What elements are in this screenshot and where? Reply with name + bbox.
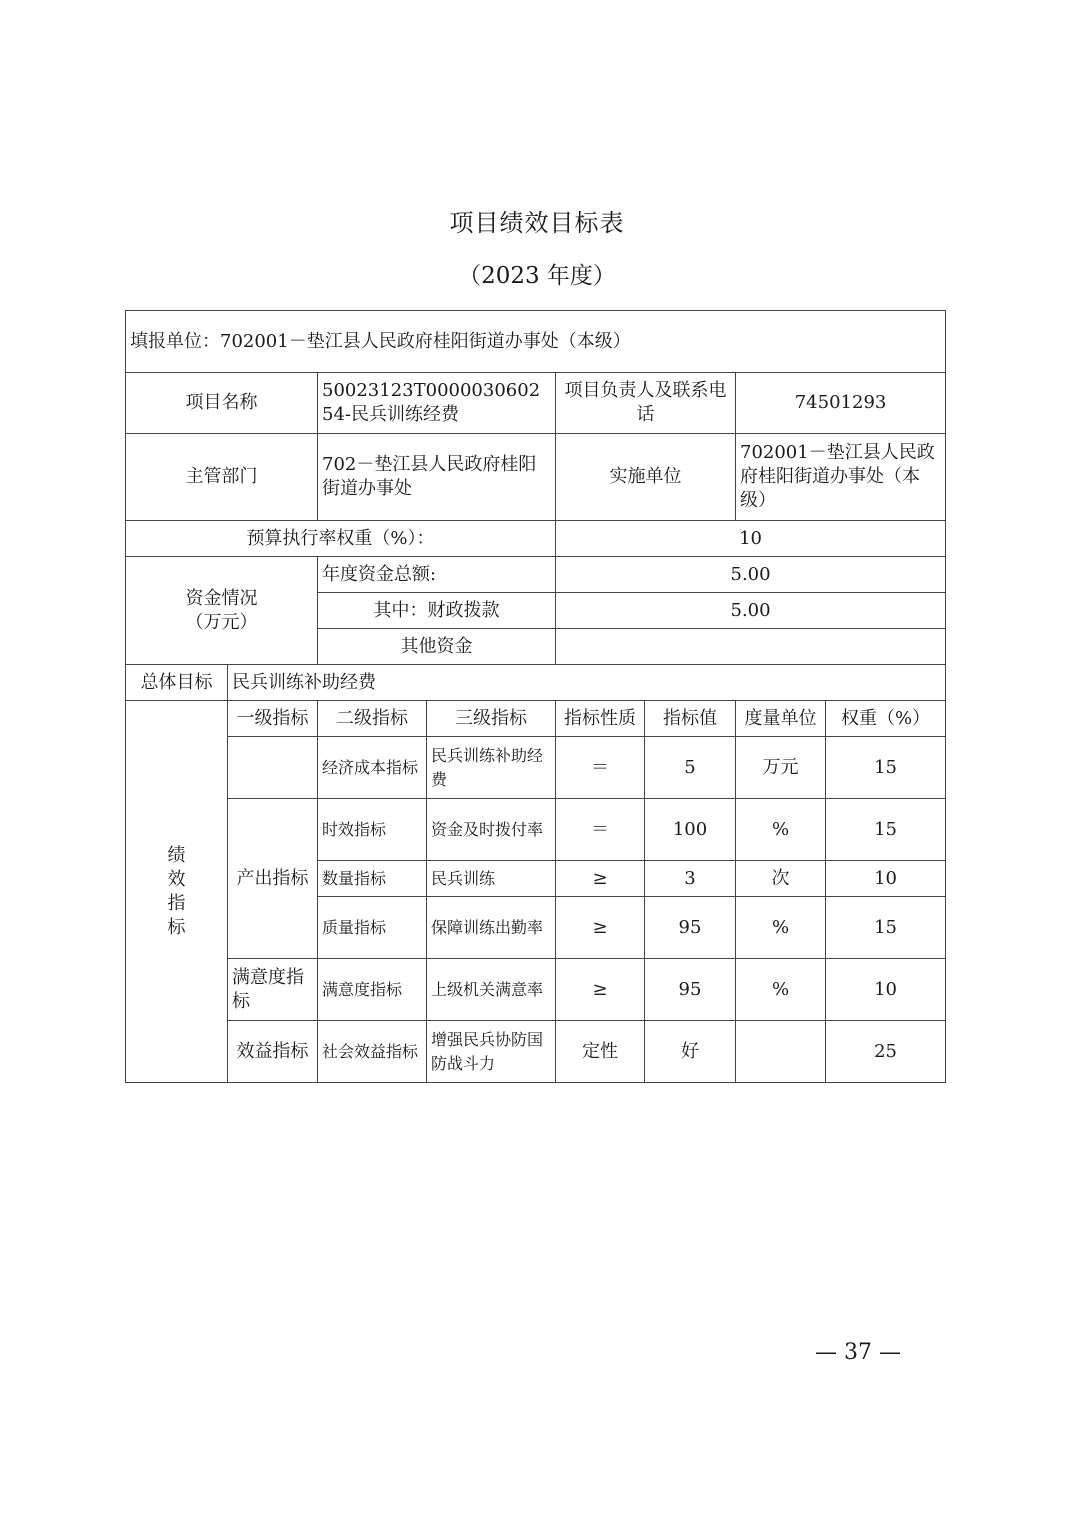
impl-label: 实施单位 [556, 434, 736, 521]
row-value: 95 [645, 959, 736, 1021]
funds-fiscal-label: 其中：财政拨款 [318, 593, 556, 629]
header-unit: 度量单位 [736, 701, 826, 737]
impl-value: 702001－垫江县人民政府桂阳街道办事处（本级） [736, 434, 946, 521]
project-name-value: 50023123T000003060254-民兵训练经费 [318, 373, 556, 434]
header-l3: 三级指标 [427, 701, 556, 737]
row-l3: 民兵训练补助经费 [427, 737, 556, 799]
row-weight: 15 [826, 799, 946, 861]
row-l2: 满意度指标 [318, 959, 427, 1021]
row-l3: 保障训练出勤率 [427, 897, 556, 959]
dept-label: 主管部门 [126, 434, 318, 521]
budget-weight-value: 10 [556, 521, 946, 557]
row-unit: 次 [736, 861, 826, 897]
row-l1: 产出指标 [228, 799, 318, 959]
owner-value: 74501293 [736, 373, 946, 434]
row-unit: % [736, 799, 826, 861]
row-l2: 时效指标 [318, 799, 427, 861]
row-l1: 满意度指标 [228, 959, 318, 1021]
row-value: 好 [645, 1021, 736, 1083]
row-value: 100 [645, 799, 736, 861]
row-weight: 10 [826, 861, 946, 897]
row-weight: 15 [826, 737, 946, 799]
row-l2: 社会效益指标 [318, 1021, 427, 1083]
overall-label: 总体目标 [126, 665, 228, 701]
row-unit: 万元 [736, 737, 826, 799]
row-unit [736, 1021, 826, 1083]
dept-value: 702－垫江县人民政府桂阳 街道办事处 [318, 434, 556, 521]
funds-other-label: 其他资金 [318, 629, 556, 665]
header-nature: 指标性质 [556, 701, 645, 737]
funds-fiscal-value: 5.00 [556, 593, 946, 629]
funds-total-label: 年度资金总额: [318, 557, 556, 593]
header-value: 指标值 [645, 701, 736, 737]
row-weight: 15 [826, 897, 946, 959]
row-l1 [228, 737, 318, 799]
owner-label: 项目负责人及联系电话 [556, 373, 736, 434]
row-unit: % [736, 897, 826, 959]
row-nature: ≥ [556, 861, 645, 897]
header-l2: 二级指标 [318, 701, 427, 737]
table-row [126, 959, 946, 1021]
row-l3: 上级机关满意率 [427, 959, 556, 1021]
row-l2: 数量指标 [318, 861, 427, 897]
table-row [126, 799, 946, 861]
funds-other-value [556, 629, 946, 665]
row-value: 5 [645, 737, 736, 799]
row-nature: ≥ [556, 959, 645, 1021]
funds-total-value: 5.00 [556, 557, 946, 593]
row-nature: ＝ [556, 799, 645, 861]
doc-title: 项目绩效目标表 [449, 209, 625, 237]
reporting-unit: 填报单位：702001－垫江县人民政府桂阳街道办事处（本级） [126, 311, 946, 373]
perf-label: 绩效指标 [126, 701, 228, 1083]
row-nature: 定性 [556, 1021, 645, 1083]
overall-value: 民兵训练补助经费 [228, 665, 946, 701]
row-value: 3 [645, 861, 736, 897]
page-number: — 37 — [815, 1340, 901, 1365]
table-row [126, 737, 946, 799]
funds-label: 资金情况（万元） [126, 557, 318, 665]
row-nature: ≥ [556, 897, 645, 959]
row-l2: 质量指标 [318, 897, 427, 959]
row-unit: % [736, 959, 826, 1021]
row-l3: 民兵训练 [427, 861, 556, 897]
project-name-label: 项目名称 [126, 373, 318, 434]
row-l2: 经济成本指标 [318, 737, 427, 799]
header-l1: 一级指标 [228, 701, 318, 737]
row-weight: 25 [826, 1021, 946, 1083]
row-nature: ＝ [556, 737, 645, 799]
doc-subtitle: （2023 年度） [458, 263, 616, 289]
header-weight: 权重（%） [826, 701, 946, 737]
performance-target-table [125, 310, 946, 1083]
row-l1: 效益指标 [228, 1021, 318, 1083]
row-value: 95 [645, 897, 736, 959]
row-weight: 10 [826, 959, 946, 1021]
budget-weight-label: 预算执行率权重（%）： [126, 521, 556, 557]
table-row [126, 1021, 946, 1083]
row-l3: 资金及时拨付率 [427, 799, 556, 861]
row-l3: 增强民兵协防国防战斗力 [427, 1021, 556, 1083]
